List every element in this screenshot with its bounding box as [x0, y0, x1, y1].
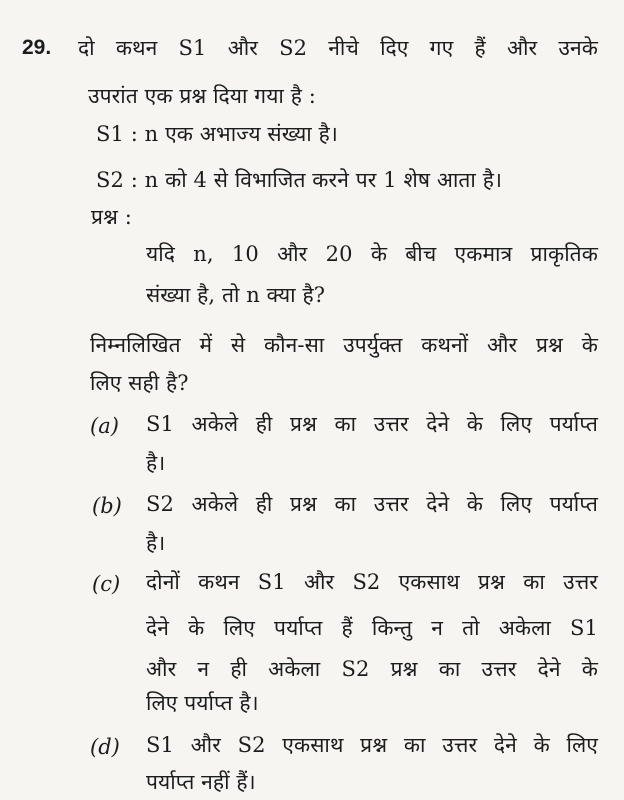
- option-d-label: (d): [90, 735, 120, 759]
- option-b-label: (b): [92, 494, 122, 518]
- instruction-line-2: लिए सही है?: [90, 371, 189, 395]
- option-d-line-2: पर्याप्त नहीं हैं।: [146, 770, 256, 794]
- statement-s2: S2 : n को 4 से विभाजित करने पर 1 शेष आता है।: [96, 168, 503, 192]
- question-text-line-1: यदि n, 10 और 20 के बीच एकमात्र प्राकृतिक: [146, 242, 598, 266]
- question-label: प्रश्न :: [91, 205, 132, 229]
- option-c-line-2: देने के लिए पर्याप्त हैं किन्तु न तो अकेला S1: [146, 616, 598, 640]
- option-a-line-2: है।: [146, 451, 166, 475]
- option-b-line-2: है।: [146, 531, 166, 555]
- option-a-label: (a): [90, 414, 119, 438]
- intro-line-1: दो कथन S1 और S2 नीचे दिए गए हैं और उनके: [78, 36, 598, 60]
- intro-line-2: उपरांत एक प्रश्न दिया गया है :: [88, 84, 316, 108]
- question-text-line-2: संख्या है, तो n क्या है?: [146, 283, 326, 307]
- statement-s1: S1 : n एक अभाज्य संख्या है।: [96, 122, 338, 146]
- option-d-line-1: S1 और S2 एकसाथ प्रश्न का उत्तर देने के लिए: [146, 733, 598, 757]
- instruction-line-1: निम्नलिखित में से कौन-सा उपर्युक्त कथनों और प्रश्न के: [90, 333, 598, 357]
- option-c-label: (c): [92, 572, 121, 596]
- option-c-line-3: और न ही अकेला S2 प्रश्न का उत्तर देने के: [146, 657, 598, 681]
- question-number: 29.: [22, 36, 52, 59]
- option-c-line-4: लिए पर्याप्त है।: [146, 691, 259, 715]
- option-b-line-1: S2 अकेले ही प्रश्न का उत्तर देने के लिए पर्याप्त: [146, 492, 598, 516]
- option-a-line-1: S1 अकेले ही प्रश्न का उत्तर देने के लिए पर्याप्त: [146, 412, 598, 436]
- option-c-line-1: दोनों कथन S1 और S2 एकसाथ प्रश्न का उत्तर: [146, 570, 598, 594]
